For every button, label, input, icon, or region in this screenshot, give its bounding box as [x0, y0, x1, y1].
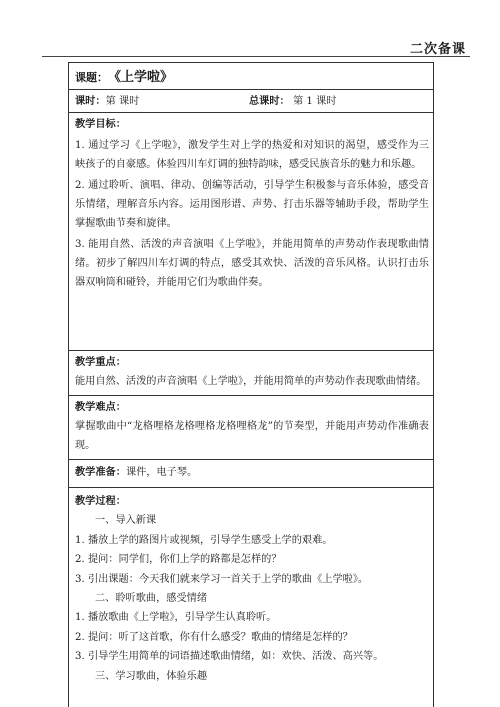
lesson-title: 《上学啦》: [108, 70, 174, 85]
process-cell: [75, 492, 429, 686]
key-points-text: 能用自然、活泼的声音演唱《上学啦》，并能用简单的声势动作表现歌曲情绪。: [75, 376, 427, 387]
objective-item: 2. 通过聆听、演唱、律动、创编等活动，引导学生积极参与音乐体验，感受音乐情绪，理解音乐内容。运用图形谱、声势、打击乐器等辅助手段，帮助学生掌握歌曲节奏和旋律。: [75, 180, 429, 229]
preparation-heading: 教学准备：: [75, 466, 126, 478]
difficulties-cell: [75, 398, 429, 455]
process-item: 3. 引出课题：今天我们就来学习一首关于上学的歌曲《上学啦》。: [75, 573, 369, 585]
difficulties-heading: 教学难点：: [75, 401, 126, 413]
title-label: 课题：: [75, 71, 108, 84]
preparation-row: [69, 459, 433, 487]
key-points-cell: [75, 353, 429, 391]
process-item: 2. 提问：同学们，你们上学的路都是怎样的？: [75, 554, 282, 566]
lesson-plan-table: [68, 62, 434, 707]
objectives-row: [69, 112, 433, 350]
difficulties-row: [69, 395, 433, 459]
process-row: [69, 487, 433, 707]
section-title: 二、聆听歌曲，感受情绪: [95, 593, 208, 605]
objectives-cell: [75, 115, 429, 292]
objectives-heading: 教学目标：: [75, 118, 126, 130]
section-title: 一、导入新课: [95, 515, 157, 527]
period-label: 课时：: [75, 95, 106, 107]
objective-item: 3. 能用自然、活泼的声音演唱《上学啦》，并能用简单的声势动作表现歌曲情绪。初步了解四川车灯调的特点，感受其欢快、活泼的音乐风格。认识打击乐器双响筒和碰铃，并能用它们为歌曲伴奏。: [75, 239, 429, 288]
header-label: 二次备课: [409, 42, 466, 57]
process-item: 3. 引导学生用简单的词语描述歌曲情绪，如：欢快、活泼、高兴等。: [75, 651, 384, 663]
key-points-heading: 教学重点：: [75, 356, 126, 368]
process-heading: 教学过程：: [75, 495, 126, 507]
period-cell: [75, 92, 429, 111]
process-item: 1. 播放歌曲《上学啦》，引导学生认真聆听。: [75, 612, 277, 624]
period-row: [69, 89, 433, 112]
period-value: 第 课时: [105, 96, 140, 107]
total-value: 第 1 课时: [293, 96, 337, 107]
process-item: 1. 播放上学的路图片或视频，引导学生感受上学的艰难。: [75, 534, 333, 546]
difficulties-text: 掌握歌曲中“龙格哩格龙格哩格龙格哩格龙”的节奏型，并能用声势动作准确表现。: [75, 421, 429, 451]
preparation-text: 课件，电子琴。: [125, 467, 198, 478]
preparation-cell: [75, 463, 429, 482]
section-title: 三、学习歌曲，体验乐趣: [95, 670, 208, 682]
title-cell: [75, 68, 429, 87]
process-item: 2. 提问：听了这首歌，你有什么感受？歌曲的情绪是怎样的？: [75, 631, 353, 643]
title-row: [69, 62, 433, 89]
header-rule: [42, 56, 470, 57]
total-label: 总课时：: [249, 95, 290, 107]
objective-item: 1. 通过学习《上学啦》，激发学生对上学的热爱和对知识的渴望，感受作为三峡孩子的自豪感。体验四川车灯调的独特韵味，感受民族音乐的魅力和乐趣。: [75, 140, 429, 170]
key-points-row: [69, 350, 433, 395]
